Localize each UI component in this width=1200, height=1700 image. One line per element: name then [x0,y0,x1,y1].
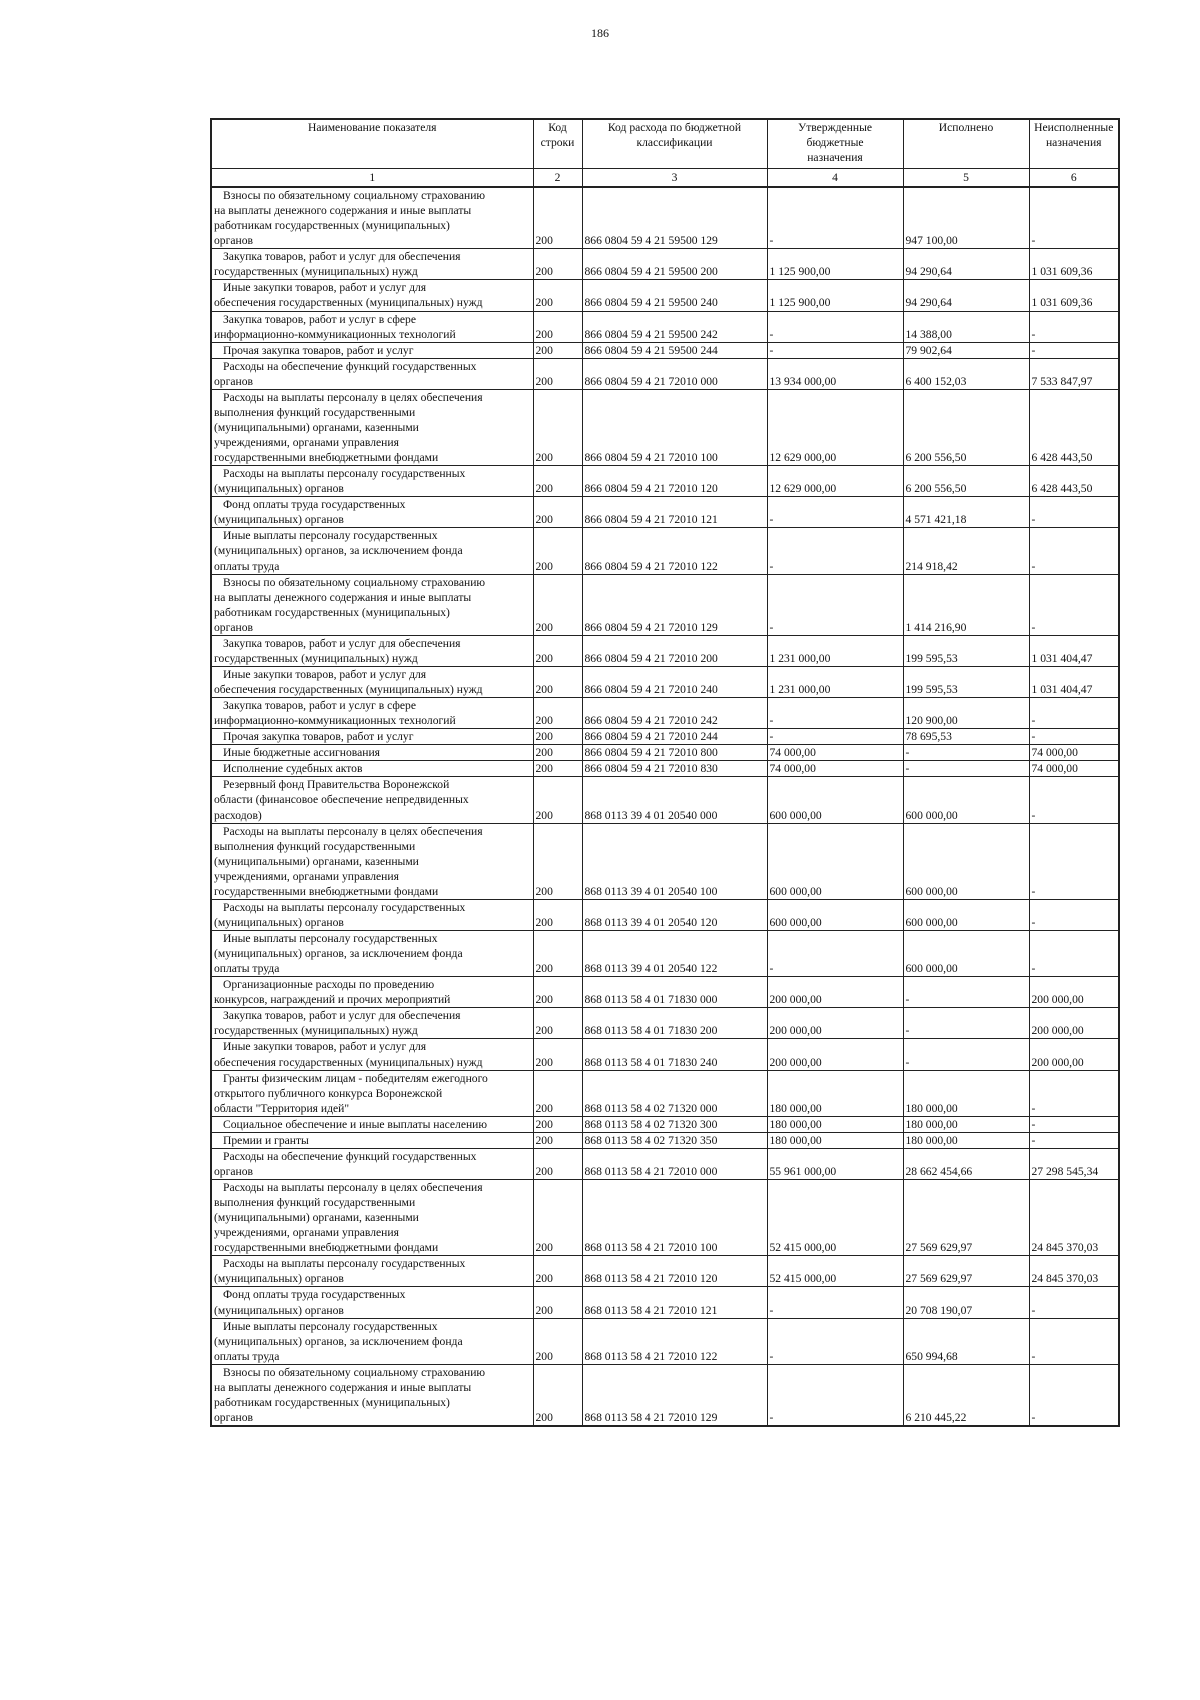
table-row [211,698,1119,729]
table-row [211,280,1119,311]
unexecuted-amount-cell: - [1029,311,1119,342]
table-row [211,466,1119,497]
classification-code-cell: 868 0113 58 4 21 72010 121 [582,1287,767,1318]
line-code-cell: 200 [533,187,582,249]
executed-amount-cell: 214 918,42 [903,528,1029,574]
executed-amount-cell: 6 200 556,50 [903,466,1029,497]
executed-amount-cell: 4 571 421,18 [903,497,1029,528]
classification-code-cell: 868 0113 39 4 01 20540 122 [582,931,767,977]
table-row [211,1132,1119,1148]
executed-amount-cell: 600 000,00 [903,931,1029,977]
table-row [211,1070,1119,1116]
table-row [211,389,1119,465]
line-code-cell: 200 [533,1364,582,1426]
indicator-name-cell: Премии и гранты [211,1132,533,1148]
table-row [211,1318,1119,1364]
unexecuted-amount-cell: 1 031 404,47 [1029,666,1119,697]
executed-amount-cell: 650 994,68 [903,1318,1029,1364]
executed-amount-cell: 180 000,00 [903,1116,1029,1132]
table-row [211,1008,1119,1039]
classification-code-cell: 866 0804 59 4 21 59500 129 [582,187,767,249]
unexecuted-amount-cell: - [1029,497,1119,528]
classification-code-cell: 866 0804 59 4 21 72010 240 [582,666,767,697]
unexecuted-amount-cell: 1 031 609,36 [1029,280,1119,311]
unexecuted-amount-cell: - [1029,931,1119,977]
approved-amount-cell: - [767,1318,903,1364]
table-row [211,358,1119,389]
table-row [211,574,1119,635]
line-code-cell: 200 [533,1116,582,1132]
unexecuted-amount-cell: 6 428 443,50 [1029,466,1119,497]
header-unexecuted-appropriations: Неисполненные назначения [1029,119,1119,169]
classification-code-cell: 866 0804 59 4 21 72010 120 [582,466,767,497]
approved-amount-cell: - [767,1287,903,1318]
approved-amount-cell: 74 000,00 [767,745,903,761]
approved-amount-cell: 1 125 900,00 [767,249,903,280]
line-code-cell: 200 [533,342,582,358]
classification-code-cell: 866 0804 59 4 21 72010 830 [582,761,767,777]
indicator-name-cell: Расходы на обеспечение функций государственных органов [211,358,533,389]
approved-amount-cell: 200 000,00 [767,1039,903,1070]
indicator-name-cell: Взносы по обязательному социальному страхованию на выплаты денежного содержания и иные выплаты работникам государственных (муниципальных) органов [211,574,533,635]
line-code-cell: 200 [533,745,582,761]
indicator-name-cell: Иные закупки товаров, работ и услуг для обеспечения государственных (муниципальных) нужд [211,1039,533,1070]
executed-amount-cell: 27 569 629,97 [903,1180,1029,1256]
line-code-cell: 200 [533,1008,582,1039]
classification-code-cell: 868 0113 58 4 02 71320 350 [582,1132,767,1148]
table-row [211,666,1119,697]
indicator-name-cell: Фонд оплаты труда государственных (муниципальных) органов [211,1287,533,1318]
indicator-name-cell: Взносы по обязательному социальному страхованию на выплаты денежного содержания и иные выплаты работникам государственных (муниципальных) органов [211,187,533,249]
line-code-cell: 200 [533,1318,582,1364]
line-code-cell: 200 [533,574,582,635]
approved-amount-cell: - [767,698,903,729]
indicator-name-cell: Иные бюджетные ассигнования [211,745,533,761]
indicator-name-cell: Расходы на выплаты персоналу государственных (муниципальных) органов [211,466,533,497]
classification-code-cell: 866 0804 59 4 21 59500 200 [582,249,767,280]
indicator-name-cell: Расходы на выплаты персоналу государственных (муниципальных) органов [211,899,533,930]
classification-code-cell: 866 0804 59 4 21 72010 244 [582,729,767,745]
approved-amount-cell: - [767,931,903,977]
classification-code-cell: 868 0113 58 4 21 72010 100 [582,1180,767,1256]
unexecuted-amount-cell: 74 000,00 [1029,745,1119,761]
table-row [211,1116,1119,1132]
indicator-name-cell: Фонд оплаты труда государственных (муниципальных) органов [211,497,533,528]
unexecuted-amount-cell: 24 845 370,03 [1029,1256,1119,1287]
classification-code-cell: 868 0113 58 4 01 71830 240 [582,1039,767,1070]
line-code-cell: 200 [533,1132,582,1148]
executed-amount-cell: - [903,745,1029,761]
unexecuted-amount-cell: 27 298 545,34 [1029,1148,1119,1179]
executed-amount-cell: 28 662 454,66 [903,1148,1029,1179]
classification-code-cell: 866 0804 59 4 21 59500 244 [582,342,767,358]
unexecuted-amount-cell: - [1029,528,1119,574]
table-row [211,1364,1119,1426]
approved-amount-cell: 13 934 000,00 [767,358,903,389]
executed-amount-cell: 600 000,00 [903,823,1029,899]
table-row [211,311,1119,342]
classification-code-cell: 866 0804 59 4 21 59500 240 [582,280,767,311]
classification-code-cell: 868 0113 58 4 02 71320 000 [582,1070,767,1116]
unexecuted-amount-cell: 6 428 443,50 [1029,389,1119,465]
table-row [211,635,1119,666]
line-code-cell: 200 [533,497,582,528]
classification-code-cell: 866 0804 59 4 21 72010 100 [582,389,767,465]
executed-amount-cell: 94 290,64 [903,249,1029,280]
approved-amount-cell: - [767,528,903,574]
table-row [211,1039,1119,1070]
unexecuted-amount-cell: - [1029,574,1119,635]
unexecuted-amount-cell: - [1029,1364,1119,1426]
unexecuted-amount-cell: - [1029,823,1119,899]
table-row [211,745,1119,761]
column-number: 3 [582,169,767,188]
approved-amount-cell: - [767,729,903,745]
line-code-cell: 200 [533,280,582,311]
approved-amount-cell: - [767,1364,903,1426]
indicator-name-cell: Расходы на выплаты персоналу в целях обеспечения выполнения функций государственными (муниципальными) органами, казенными учреждениями, органами управления государственными внебюджетными фондами [211,1180,533,1256]
executed-amount-cell: 1 414 216,90 [903,574,1029,635]
indicator-name-cell: Гранты физическим лицам - победителям ежегодного открытого публичного конкурса Воронежской области "Территория идей" [211,1070,533,1116]
page-number: 186 [591,26,609,40]
classification-code-cell: 868 0113 58 4 21 72010 129 [582,1364,767,1426]
approved-amount-cell: 200 000,00 [767,977,903,1008]
table-row [211,977,1119,1008]
approved-amount-cell: 180 000,00 [767,1070,903,1116]
header-approved-appropriations: Утвержденные бюджетные назначения [767,119,903,169]
indicator-name-cell: Иные выплаты персоналу государственных (муниципальных) органов, за исключением фонда оплаты труда [211,528,533,574]
classification-code-cell: 866 0804 59 4 21 59500 242 [582,311,767,342]
line-code-cell: 200 [533,899,582,930]
executed-amount-cell: 600 000,00 [903,899,1029,930]
unexecuted-amount-cell: - [1029,1287,1119,1318]
classification-code-cell: 866 0804 59 4 21 72010 121 [582,497,767,528]
executed-amount-cell: 79 902,64 [903,342,1029,358]
unexecuted-amount-cell: 7 533 847,97 [1029,358,1119,389]
executed-amount-cell: 199 595,53 [903,666,1029,697]
executed-amount-cell: 27 569 629,97 [903,1256,1029,1287]
indicator-name-cell: Резервный фонд Правительства Воронежской области (финансовое обеспечение непредвиденных расходов) [211,777,533,823]
executed-amount-cell: 120 900,00 [903,698,1029,729]
indicator-name-cell: Социальное обеспечение и иные выплаты населению [211,1116,533,1132]
line-code-cell: 200 [533,389,582,465]
line-code-cell: 200 [533,466,582,497]
line-code-cell: 200 [533,1256,582,1287]
unexecuted-amount-cell: - [1029,187,1119,249]
budget-execution-table [210,118,1120,1427]
indicator-name-cell: Закупка товаров, работ и услуг для обеспечения государственных (муниципальных) нужд [211,635,533,666]
table-row [211,497,1119,528]
indicator-name-cell: Иные выплаты персоналу государственных (муниципальных) органов, за исключением фонда оплаты труда [211,931,533,977]
column-number: 2 [533,169,582,188]
approved-amount-cell: - [767,574,903,635]
table-row [211,761,1119,777]
approved-amount-cell: 180 000,00 [767,1116,903,1132]
column-number: 4 [767,169,903,188]
unexecuted-amount-cell: - [1029,1132,1119,1148]
indicator-name-cell: Взносы по обязательному социальному страхованию на выплаты денежного содержания и иные выплаты работникам государственных (муниципальных) органов [211,1364,533,1426]
line-code-cell: 200 [533,666,582,697]
indicator-name-cell: Иные закупки товаров, работ и услуг для обеспечения государственных (муниципальных) нужд [211,280,533,311]
header-indicator-name: Наименование показателя [211,119,533,169]
classification-code-cell: 866 0804 59 4 21 72010 129 [582,574,767,635]
executed-amount-cell: 94 290,64 [903,280,1029,311]
indicator-name-cell: Иные закупки товаров, работ и услуг для обеспечения государственных (муниципальных) нужд [211,666,533,697]
executed-amount-cell: - [903,1008,1029,1039]
executed-amount-cell: 6 400 152,03 [903,358,1029,389]
line-code-cell: 200 [533,1039,582,1070]
classification-code-cell: 868 0113 58 4 21 72010 000 [582,1148,767,1179]
column-number: 1 [211,169,533,188]
executed-amount-cell: 14 388,00 [903,311,1029,342]
approved-amount-cell: 74 000,00 [767,761,903,777]
executed-amount-cell: 180 000,00 [903,1132,1029,1148]
approved-amount-cell: 1 125 900,00 [767,280,903,311]
executed-amount-cell: 6 210 445,22 [903,1364,1029,1426]
table-row [211,1148,1119,1179]
unexecuted-amount-cell: 24 845 370,03 [1029,1180,1119,1256]
approved-amount-cell: 1 231 000,00 [767,666,903,697]
approved-amount-cell: 600 000,00 [767,823,903,899]
table-body [211,187,1119,1426]
line-code-cell: 200 [533,698,582,729]
indicator-name-cell: Иные выплаты персоналу государственных (муниципальных) органов, за исключением фонда оплаты труда [211,1318,533,1364]
table-row [211,931,1119,977]
approved-amount-cell: 180 000,00 [767,1132,903,1148]
classification-code-cell: 866 0804 59 4 21 72010 242 [582,698,767,729]
unexecuted-amount-cell: 200 000,00 [1029,977,1119,1008]
unexecuted-amount-cell: - [1029,1318,1119,1364]
approved-amount-cell: - [767,342,903,358]
approved-amount-cell: 52 415 000,00 [767,1180,903,1256]
classification-code-cell: 868 0113 58 4 01 71830 200 [582,1008,767,1039]
indicator-name-cell: Расходы на выплаты персоналу в целях обеспечения выполнения функций государственными (муниципальными) органами, казенными учреждениями, органами управления государственными внебюджетными фондами [211,823,533,899]
indicator-name-cell: Расходы на выплаты персоналу в целях обеспечения выполнения функций государственными (муниципальными) органами, казенными учреждениями, органами управления государственными внебюджетными фондами [211,389,533,465]
unexecuted-amount-cell: - [1029,1070,1119,1116]
line-code-cell: 200 [533,1287,582,1318]
line-code-cell: 200 [533,1148,582,1179]
line-code-cell: 200 [533,1070,582,1116]
table-row [211,528,1119,574]
header-row [211,119,1119,169]
indicator-name-cell: Закупка товаров, работ и услуг для обеспечения государственных (муниципальных) нужд [211,249,533,280]
approved-amount-cell: - [767,311,903,342]
unexecuted-amount-cell: 200 000,00 [1029,1008,1119,1039]
unexecuted-amount-cell: - [1029,777,1119,823]
executed-amount-cell: 199 595,53 [903,635,1029,666]
line-code-cell: 200 [533,777,582,823]
executed-amount-cell: 78 695,53 [903,729,1029,745]
classification-code-cell: 868 0113 39 4 01 20540 100 [582,823,767,899]
column-number-row [211,169,1119,188]
classification-code-cell: 866 0804 59 4 21 72010 200 [582,635,767,666]
unexecuted-amount-cell: - [1029,729,1119,745]
approved-amount-cell: 12 629 000,00 [767,466,903,497]
executed-amount-cell: - [903,1039,1029,1070]
unexecuted-amount-cell: 200 000,00 [1029,1039,1119,1070]
classification-code-cell: 868 0113 58 4 02 71320 300 [582,1116,767,1132]
approved-amount-cell: 52 415 000,00 [767,1256,903,1287]
line-code-cell: 200 [533,931,582,977]
line-code-cell: 200 [533,311,582,342]
classification-code-cell: 868 0113 58 4 21 72010 122 [582,1318,767,1364]
header-executed: Исполнено [903,119,1029,169]
indicator-name-cell: Исполнение судебных актов [211,761,533,777]
line-code-cell: 200 [533,977,582,1008]
line-code-cell: 200 [533,249,582,280]
unexecuted-amount-cell: 1 031 404,47 [1029,635,1119,666]
unexecuted-amount-cell: - [1029,899,1119,930]
classification-code-cell: 868 0113 39 4 01 20540 120 [582,899,767,930]
indicator-name-cell: Организационные расходы по проведению конкурсов, награждений и прочих мероприятий [211,977,533,1008]
line-code-cell: 200 [533,358,582,389]
header-line-code: Код строки [533,119,582,169]
unexecuted-amount-cell: - [1029,1116,1119,1132]
table-row [211,1287,1119,1318]
table-row [211,1256,1119,1287]
column-number: 6 [1029,169,1119,188]
executed-amount-cell: 6 200 556,50 [903,389,1029,465]
line-code-cell: 200 [533,823,582,899]
approved-amount-cell: 200 000,00 [767,1008,903,1039]
line-code-cell: 200 [533,528,582,574]
column-number: 5 [903,169,1029,188]
table-row [211,187,1119,249]
unexecuted-amount-cell: - [1029,342,1119,358]
indicator-name-cell: Расходы на обеспечение функций государственных органов [211,1148,533,1179]
table-row [211,249,1119,280]
table-row [211,823,1119,899]
approved-amount-cell: 12 629 000,00 [767,389,903,465]
approved-amount-cell: 1 231 000,00 [767,635,903,666]
header-budget-classification-code: Код расхода по бюджетной классификации [582,119,767,169]
executed-amount-cell: 180 000,00 [903,1070,1029,1116]
approved-amount-cell: 55 961 000,00 [767,1148,903,1179]
line-code-cell: 200 [533,1180,582,1256]
indicator-name-cell: Расходы на выплаты персоналу государственных (муниципальных) органов [211,1256,533,1287]
table-row [211,1180,1119,1256]
indicator-name-cell: Закупка товаров, работ и услуг в сфере информационно-коммуникационных технологий [211,311,533,342]
executed-amount-cell: 600 000,00 [903,777,1029,823]
approved-amount-cell: - [767,187,903,249]
executed-amount-cell: - [903,761,1029,777]
unexecuted-amount-cell: 1 031 609,36 [1029,249,1119,280]
classification-code-cell: 866 0804 59 4 21 72010 800 [582,745,767,761]
classification-code-cell: 868 0113 39 4 01 20540 000 [582,777,767,823]
indicator-name-cell: Закупка товаров, работ и услуг в сфере информационно-коммуникационных технологий [211,698,533,729]
approved-amount-cell: - [767,497,903,528]
indicator-name-cell: Прочая закупка товаров, работ и услуг [211,729,533,745]
indicator-name-cell: Закупка товаров, работ и услуг для обеспечения государственных (муниципальных) нужд [211,1008,533,1039]
executed-amount-cell: - [903,977,1029,1008]
line-code-cell: 200 [533,635,582,666]
table-row [211,729,1119,745]
executed-amount-cell: 20 708 190,07 [903,1287,1029,1318]
classification-code-cell: 866 0804 59 4 21 72010 000 [582,358,767,389]
unexecuted-amount-cell: - [1029,698,1119,729]
line-code-cell: 200 [533,729,582,745]
indicator-name-cell: Прочая закупка товаров, работ и услуг [211,342,533,358]
table-row [211,899,1119,930]
classification-code-cell: 866 0804 59 4 21 72010 122 [582,528,767,574]
table-row [211,342,1119,358]
approved-amount-cell: 600 000,00 [767,777,903,823]
approved-amount-cell: 600 000,00 [767,899,903,930]
line-code-cell: 200 [533,761,582,777]
table-row [211,777,1119,823]
executed-amount-cell: 947 100,00 [903,187,1029,249]
classification-code-cell: 868 0113 58 4 01 71830 000 [582,977,767,1008]
unexecuted-amount-cell: 74 000,00 [1029,761,1119,777]
classification-code-cell: 868 0113 58 4 21 72010 120 [582,1256,767,1287]
